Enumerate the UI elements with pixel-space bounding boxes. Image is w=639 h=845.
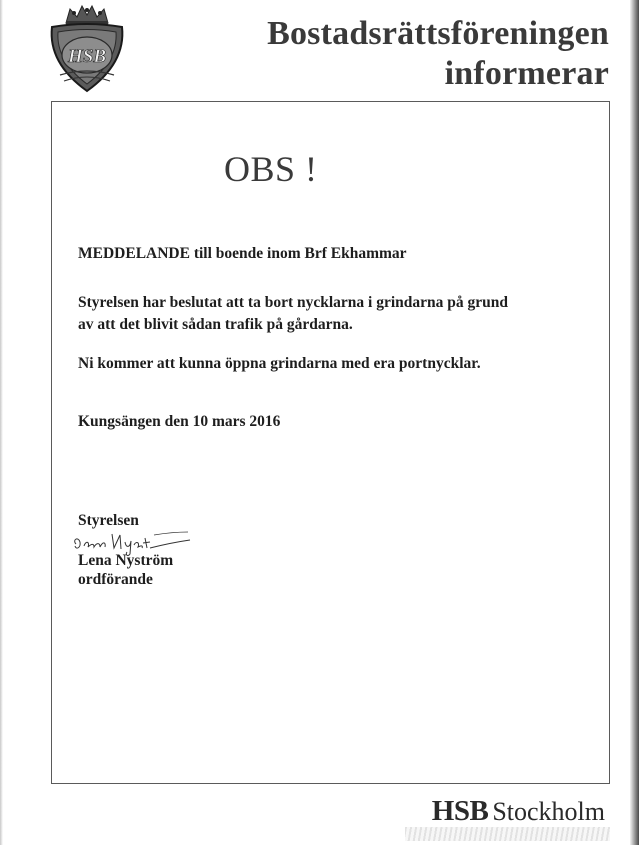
notice-frame [51,101,610,784]
notice-body-line-3: Ni kommer att kunna öppna grindarna med era portnycklar. [78,355,481,372]
title-line-2: informerar [444,55,609,92]
footer-city: Stockholm [492,797,605,826]
hsb-crest-logo [44,3,130,95]
footer-pattern-band [405,827,610,841]
logo-monogram: HSB [67,46,107,67]
notice-body-line-2: av att det blivit sådan trafik på gårdarna. [78,316,353,333]
notice-body-line-1: Styrelsen har beslutat att ta bort nycklarna i grindarna på grund [78,294,509,311]
footer-logo [432,796,605,827]
signer-name: Lena Nyström [78,552,174,569]
notice-intro: MEDDELANDE till boende inom Brf Ekhammar [78,245,407,262]
place-date: Kungsängen den 10 mars 2016 [78,413,281,430]
notice-heading: OBS ! [224,149,318,189]
signer-role: ordförande [78,571,153,588]
scan-edge-right [630,0,639,845]
signoff-group: Styrelsen [78,512,139,529]
page-title [267,14,609,94]
footer-brand: HSB [431,795,489,827]
scan-edge-left [0,0,3,845]
title-line-1: Bostadsrättsföreningen [267,15,609,52]
